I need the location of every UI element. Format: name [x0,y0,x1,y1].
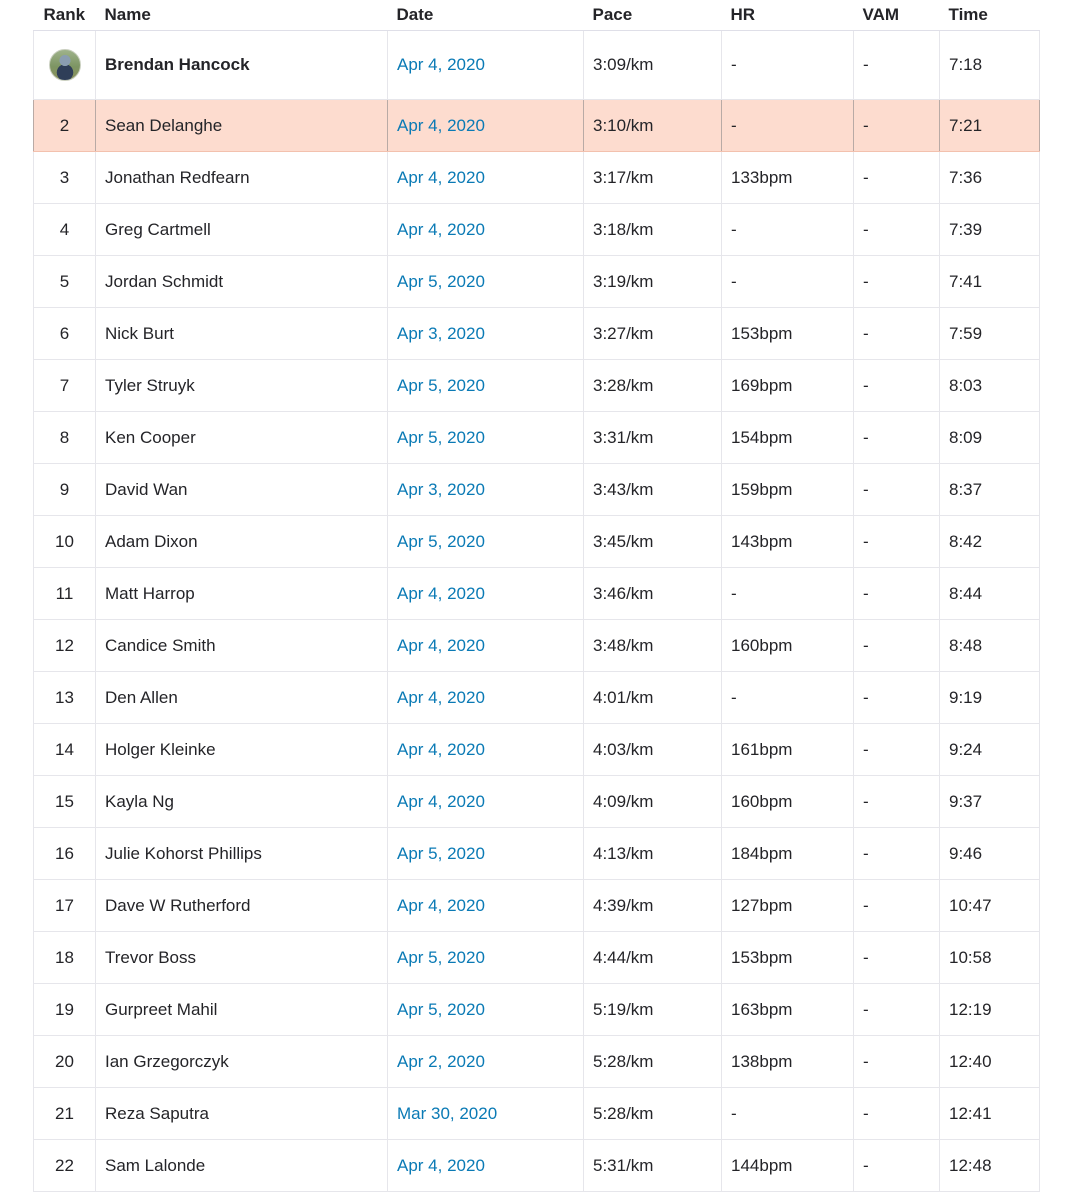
cell-name[interactable]: Sean Delanghe [96,100,388,152]
table-row[interactable] [34,152,1040,204]
table-row[interactable] [34,984,1040,1036]
table-row[interactable] [34,1088,1040,1140]
cell-date[interactable]: Apr 5, 2020 [388,828,584,880]
cell-time: 7:21 [940,100,1040,152]
column-header-vam[interactable]: VAM [854,0,940,31]
table-row[interactable] [34,204,1040,256]
cell-hr: - [722,1088,854,1140]
cell-time: 9:19 [940,672,1040,724]
cell-vam: - [854,1036,940,1088]
cell-time: 7:39 [940,204,1040,256]
cell-pace: 4:44/km [584,932,722,984]
cell-time: 8:44 [940,568,1040,620]
cell-pace: 3:09/km [584,31,722,100]
cell-name[interactable]: Tyler Struyk [96,360,388,412]
cell-date[interactable]: Apr 5, 2020 [388,516,584,568]
table-row[interactable] [34,880,1040,932]
cell-date[interactable]: Apr 4, 2020 [388,1140,584,1192]
cell-hr: 143bpm [722,516,854,568]
cell-name[interactable]: Reza Saputra [96,1088,388,1140]
table-row[interactable] [34,828,1040,880]
cell-vam: - [854,100,940,152]
cell-hr: 169bpm [722,360,854,412]
cell-rank: 8 [34,412,96,464]
cell-name[interactable]: Gurpreet Mahil [96,984,388,1036]
cell-time: 8:37 [940,464,1040,516]
cell-hr: 163bpm [722,984,854,1036]
cell-time: 7:36 [940,152,1040,204]
cell-time: 8:42 [940,516,1040,568]
table-row[interactable] [34,724,1040,776]
cell-hr: 144bpm [722,1140,854,1192]
cell-pace: 5:31/km [584,1140,722,1192]
cell-rank[interactable] [34,31,96,100]
cell-rank: 6 [34,308,96,360]
cell-vam: - [854,256,940,308]
cell-name[interactable]: Dave W Rutherford [96,880,388,932]
cell-name[interactable]: Nick Burt [96,308,388,360]
cell-vam: - [854,828,940,880]
cell-hr: 153bpm [722,932,854,984]
cell-date[interactable]: Apr 2, 2020 [388,1036,584,1088]
cell-rank: 3 [34,152,96,204]
cell-time: 8:03 [940,360,1040,412]
cell-name[interactable]: David Wan [96,464,388,516]
cell-name[interactable]: Matt Harrop [96,568,388,620]
cell-time: 10:47 [940,880,1040,932]
cell-rank: 14 [34,724,96,776]
cell-rank: 9 [34,464,96,516]
cell-name[interactable]: Holger Kleinke [96,724,388,776]
cell-name[interactable]: Adam Dixon [96,516,388,568]
table-header [34,0,1040,31]
cell-time: 9:46 [940,828,1040,880]
cell-date[interactable]: Apr 4, 2020 [388,568,584,620]
cell-vam: - [854,31,940,100]
cell-rank: 19 [34,984,96,1036]
cell-time: 7:18 [940,31,1040,100]
cell-time: 12:48 [940,1140,1040,1192]
column-header-time[interactable]: Time [940,0,1040,31]
table-row[interactable] [34,620,1040,672]
leaderboard [33,0,1039,1192]
cell-pace: 4:13/km [584,828,722,880]
cell-pace: 3:18/km [584,204,722,256]
cell-hr: 160bpm [722,620,854,672]
table-row[interactable] [34,932,1040,984]
cell-date[interactable]: Apr 4, 2020 [388,880,584,932]
cell-rank: 11 [34,568,96,620]
cell-rank: 12 [34,620,96,672]
cell-pace: 3:17/km [584,152,722,204]
cell-name[interactable]: Kayla Ng [96,776,388,828]
header-row [34,0,1040,31]
cell-pace: 3:31/km [584,412,722,464]
cell-time: 8:09 [940,412,1040,464]
cell-name[interactable]: Brendan Hancock [96,31,388,100]
cell-hr: 127bpm [722,880,854,932]
avatar[interactable] [49,49,81,81]
cell-pace: 3:28/km [584,360,722,412]
cell-time: 7:41 [940,256,1040,308]
cell-date[interactable]: Apr 4, 2020 [388,672,584,724]
cell-date[interactable]: Apr 5, 2020 [388,932,584,984]
cell-hr: 161bpm [722,724,854,776]
table-row[interactable] [34,31,1040,100]
cell-rank: 22 [34,1140,96,1192]
column-header-name[interactable]: Name [96,0,388,31]
cell-date[interactable]: Apr 5, 2020 [388,256,584,308]
cell-hr: 184bpm [722,828,854,880]
cell-name[interactable]: Jonathan Redfearn [96,152,388,204]
table-body [34,31,1040,1192]
cell-pace: 3:43/km [584,464,722,516]
table-row[interactable] [34,412,1040,464]
cell-hr: 133bpm [722,152,854,204]
table-row[interactable] [34,1140,1040,1192]
cell-hr: - [722,256,854,308]
leaderboard-table [33,0,1040,1192]
cell-vam: - [854,204,940,256]
table-row[interactable] [34,100,1040,152]
cell-name[interactable]: Greg Cartmell [96,204,388,256]
cell-date[interactable]: Apr 4, 2020 [388,724,584,776]
table-row[interactable] [34,568,1040,620]
cell-hr: 154bpm [722,412,854,464]
cell-pace: 4:09/km [584,776,722,828]
cell-rank: 16 [34,828,96,880]
cell-hr: - [722,204,854,256]
cell-pace: 3:19/km [584,256,722,308]
cell-hr: 138bpm [722,1036,854,1088]
cell-pace: 5:19/km [584,984,722,1036]
cell-time: 10:58 [940,932,1040,984]
table-row[interactable] [34,256,1040,308]
cell-rank: 10 [34,516,96,568]
cell-vam: - [854,412,940,464]
cell-vam: - [854,776,940,828]
cell-pace: 4:03/km [584,724,722,776]
cell-rank: 18 [34,932,96,984]
cell-vam: - [854,308,940,360]
cell-vam: - [854,152,940,204]
cell-name[interactable]: Ken Cooper [96,412,388,464]
column-header-date[interactable]: Date [388,0,584,31]
cell-vam: - [854,672,940,724]
cell-vam: - [854,932,940,984]
cell-vam: - [854,360,940,412]
table-row[interactable] [34,464,1040,516]
cell-pace: 4:39/km [584,880,722,932]
cell-name[interactable]: Julie Kohorst Phillips [96,828,388,880]
cell-pace: 3:48/km [584,620,722,672]
cell-date[interactable]: Apr 4, 2020 [388,776,584,828]
cell-vam: - [854,568,940,620]
cell-date[interactable]: Mar 30, 2020 [388,1088,584,1140]
cell-rank: 21 [34,1088,96,1140]
cell-time: 9:24 [940,724,1040,776]
table-row[interactable] [34,360,1040,412]
cell-time: 12:19 [940,984,1040,1036]
cell-time: 8:48 [940,620,1040,672]
cell-pace: 3:27/km [584,308,722,360]
cell-time: 12:41 [940,1088,1040,1140]
cell-vam: - [854,620,940,672]
cell-rank: 20 [34,1036,96,1088]
cell-date[interactable]: Apr 5, 2020 [388,984,584,1036]
cell-date[interactable]: Apr 4, 2020 [388,31,584,100]
cell-name[interactable]: Den Allen [96,672,388,724]
column-header-pace[interactable]: Pace [584,0,722,31]
table-row[interactable] [34,308,1040,360]
cell-pace: 4:01/km [584,672,722,724]
cell-hr: 153bpm [722,308,854,360]
cell-name[interactable]: Trevor Boss [96,932,388,984]
cell-rank: 5 [34,256,96,308]
cell-vam: - [854,1088,940,1140]
cell-time: 7:59 [940,308,1040,360]
cell-hr: - [722,31,854,100]
table-row[interactable] [34,1036,1040,1088]
cell-pace: 5:28/km [584,1036,722,1088]
cell-date[interactable]: Apr 4, 2020 [388,620,584,672]
cell-time: 12:40 [940,1036,1040,1088]
table-row[interactable] [34,672,1040,724]
cell-name[interactable]: Jordan Schmidt [96,256,388,308]
cell-date[interactable]: Apr 5, 2020 [388,412,584,464]
cell-vam: - [854,464,940,516]
cell-date[interactable]: Apr 4, 2020 [388,100,584,152]
cell-date[interactable]: Apr 3, 2020 [388,464,584,516]
cell-hr: 159bpm [722,464,854,516]
cell-date[interactable]: Apr 3, 2020 [388,308,584,360]
cell-rank: 7 [34,360,96,412]
cell-pace: 3:10/km [584,100,722,152]
table-row[interactable] [34,776,1040,828]
column-header-rank[interactable]: Rank [34,0,96,31]
cell-hr: 160bpm [722,776,854,828]
cell-date[interactable]: Apr 4, 2020 [388,204,584,256]
cell-name[interactable]: Sam Lalonde [96,1140,388,1192]
cell-hr: - [722,568,854,620]
cell-rank: 15 [34,776,96,828]
cell-pace: 3:45/km [584,516,722,568]
cell-time: 9:37 [940,776,1040,828]
cell-vam: - [854,984,940,1036]
cell-pace: 5:28/km [584,1088,722,1140]
cell-name[interactable]: Candice Smith [96,620,388,672]
table-row[interactable] [34,516,1040,568]
cell-vam: - [854,1140,940,1192]
cell-rank: 17 [34,880,96,932]
cell-pace: 3:46/km [584,568,722,620]
cell-rank: 2 [34,100,96,152]
cell-date[interactable]: Apr 5, 2020 [388,360,584,412]
column-header-hr[interactable]: HR [722,0,854,31]
cell-hr: - [722,672,854,724]
cell-hr: - [722,100,854,152]
cell-date[interactable]: Apr 4, 2020 [388,152,584,204]
cell-rank: 13 [34,672,96,724]
cell-vam: - [854,880,940,932]
cell-rank: 4 [34,204,96,256]
cell-vam: - [854,724,940,776]
cell-name[interactable]: Ian Grzegorczyk [96,1036,388,1088]
cell-vam: - [854,516,940,568]
